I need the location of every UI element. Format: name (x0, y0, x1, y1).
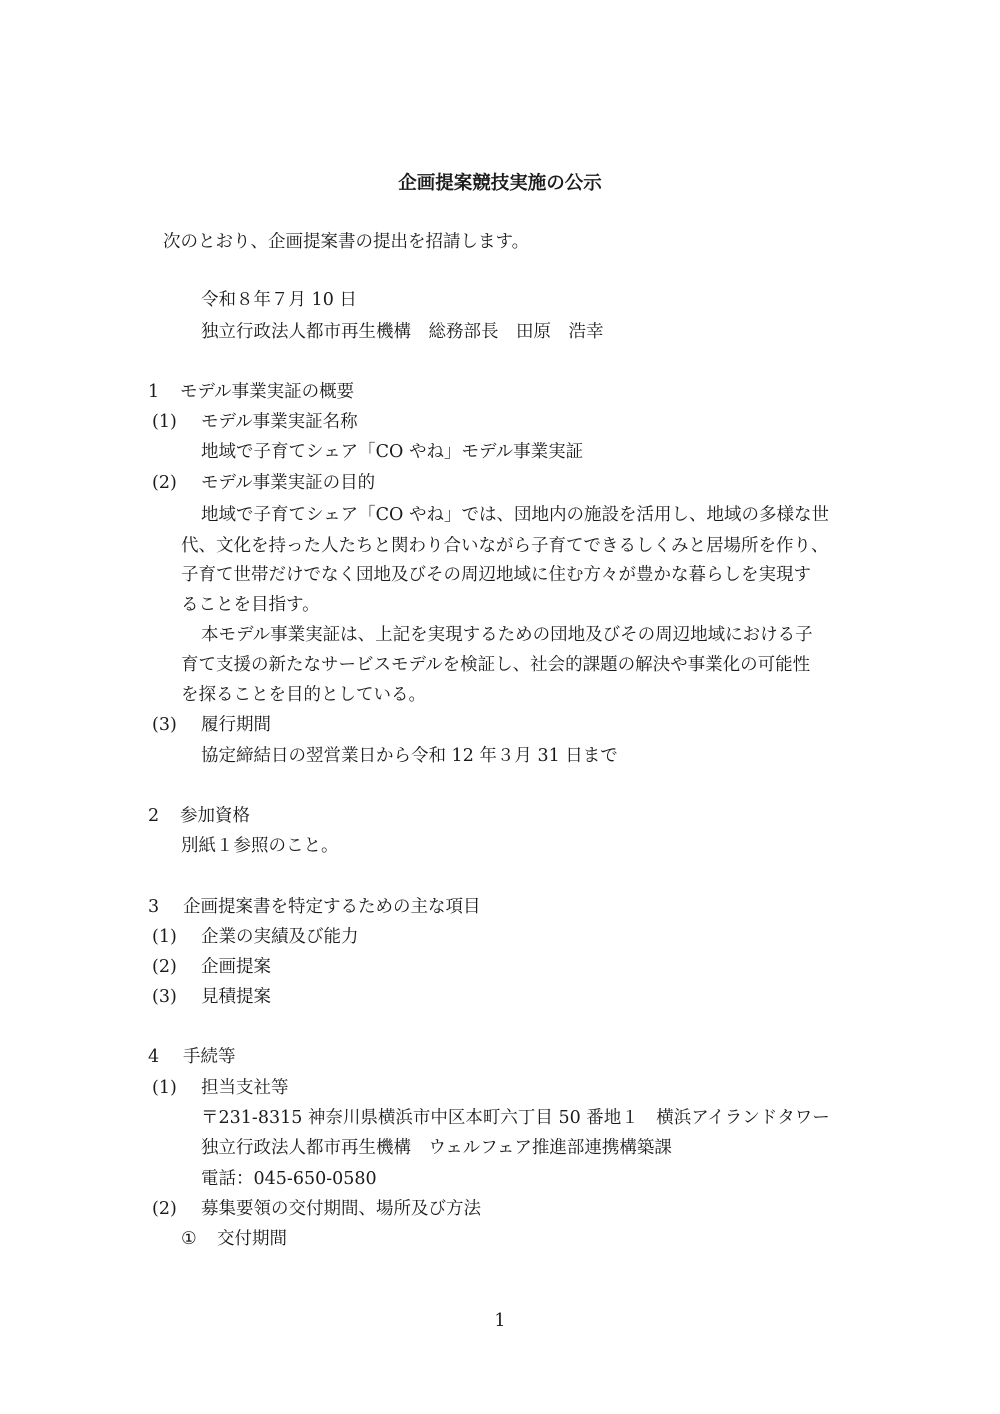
issue-date: 令和８年７月 10 日 (201, 290, 357, 310)
section-4-heading: 手続等 (183, 1047, 236, 1067)
purpose-line: 子育て世帯だけでなく団地及びその周辺地域に住む方々が豊かな暮らしを実現す (181, 565, 811, 585)
section-3-heading: 企画提案書を特定するための主な項目 (183, 897, 481, 917)
section-3-number: 3 (148, 897, 160, 917)
document-title: 企画提案競技実施の公示 (398, 173, 602, 194)
section-4-item-2-label: 募集要領の交付期間、場所及び方法 (201, 1199, 481, 1219)
section-4-item-1-label: 担当支社等 (201, 1078, 289, 1098)
issuer: 独立行政法人都市再生機構 総務部長 田原 浩幸 (201, 322, 604, 342)
section-1-item-3-label: 履行期間 (201, 715, 271, 735)
section-3-item-2-number: (2) (152, 957, 177, 977)
sub-item-1-number: ① (181, 1229, 197, 1249)
section-2-heading: 参加資格 (180, 806, 250, 826)
section-1-heading: モデル事業実証の概要 (180, 382, 355, 402)
section-4-item-1-number: (1) (152, 1078, 177, 1098)
section-3-item-2-label: 企画提案 (201, 957, 271, 977)
purpose-line: 育て支援の新たなサービスモデルを検証し、社会的課題の解決や事業化の可能性 (181, 655, 811, 675)
section-3-item-1-label: 企業の実績及び能力 (201, 927, 359, 947)
section-1-item-3-number: (3) (152, 715, 177, 735)
section-4-number: 4 (148, 1047, 160, 1067)
section-1-number: 1 (148, 382, 160, 402)
purpose-line: 代、文化を持った人たちと関わり合いながら子育てできるしくみと居場所を作り、 (181, 536, 829, 556)
section-1-item-1-number: (1) (152, 412, 177, 432)
section-3-item-3-number: (3) (152, 987, 177, 1007)
purpose-line: を探ることを目的としている。 (181, 685, 426, 705)
office-department: 独立行政法人都市再生機構 ウェルフェア推進部連携構築課 (201, 1138, 672, 1158)
eligibility-text: 別紙１参照のこと。 (181, 836, 339, 856)
purpose-line: 本モデル事業実証は、上記を実現するための団地及びその周辺地域における子 (201, 625, 813, 645)
purpose-line: 地域で子育てシェア「CO やね」では、団地内の施設を活用し、地域の多様な世 (201, 505, 829, 525)
section-2-number: 2 (148, 806, 160, 826)
office-address: 〒231-8315 神奈川県横浜市中区本町六丁目 50 番地１ 横浜アイランドタワー (201, 1108, 830, 1128)
performance-period: 協定締結日の翌営業日から令和 12 年３月 31 日まで (201, 746, 618, 766)
intro-text: 次のとおり、企画提案書の提出を招請します。 (163, 232, 530, 252)
section-1-item-2-label: モデル事業実証の目的 (201, 473, 376, 493)
office-phone: 電話：045-650-0580 (201, 1169, 377, 1189)
sub-item-1-label: 交付期間 (217, 1229, 287, 1249)
section-4-item-2-number: (2) (152, 1199, 177, 1219)
model-project-name: 地域で子育てシェア「CO やね」モデル事業実証 (201, 442, 584, 462)
section-3-item-3-label: 見積提案 (201, 987, 271, 1007)
section-1-item-1-label: モデル事業実証名称 (201, 412, 358, 432)
purpose-line: ることを目指す。 (181, 595, 320, 615)
page-number: 1 (494, 1311, 506, 1331)
section-1-item-2-number: (2) (152, 473, 177, 493)
section-3-item-1-number: (1) (152, 927, 177, 947)
